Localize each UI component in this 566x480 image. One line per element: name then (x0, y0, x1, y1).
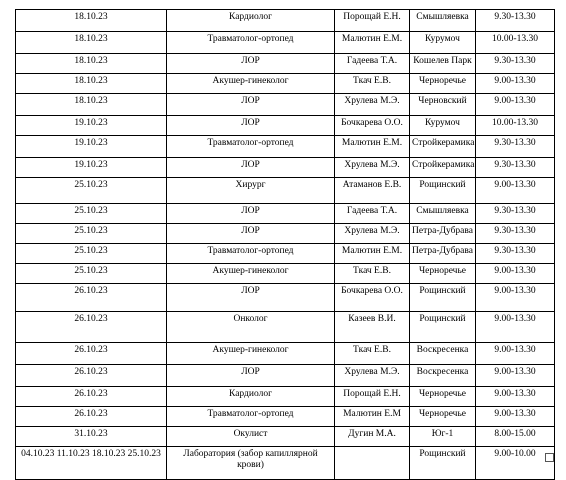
table-row (16, 204, 555, 224)
place-cell: Черновский (410, 94, 476, 116)
table-row (16, 447, 555, 480)
date-cell: 26.10.23 (16, 387, 167, 407)
time-cell: 9.30-13.30 (476, 244, 555, 264)
specialty-cell: Травматолог-ортопед (167, 136, 335, 158)
doctor-cell: Атаманов Е.В. (335, 178, 410, 204)
specialty-cell: Хирург (167, 178, 335, 204)
specialty-cell: ЛОР (167, 224, 335, 244)
date-cell: 19.10.23 (16, 158, 167, 178)
specialty-cell: ЛОР (167, 54, 335, 74)
date-cell: 18.10.23 (16, 74, 167, 94)
place-cell: Черноречье (410, 387, 476, 407)
doctor-cell: Ткач Е.В. (335, 264, 410, 284)
time-cell: 9.30-13.30 (476, 224, 555, 244)
place-cell: Воскресенка (410, 365, 476, 387)
specialty-cell: Акушер-гинеколог (167, 343, 335, 365)
doctor-cell: Порощай Е.Н. (335, 387, 410, 407)
time-cell: 9.00-13.30 (476, 264, 555, 284)
place-cell: Курумоч (410, 32, 476, 54)
time-cell: 9.30-13.30 (476, 136, 555, 158)
doctor-cell: Хрулева М.Э. (335, 224, 410, 244)
table-row (16, 365, 555, 387)
time-cell: 9.00-13.30 (476, 387, 555, 407)
date-cell: 19.10.23 (16, 136, 167, 158)
specialty-cell: Травматолог-ортопед (167, 407, 335, 427)
table-row (16, 284, 555, 312)
time-cell: 9.00-13.30 (476, 178, 555, 204)
place-cell: Рощинский (410, 284, 476, 312)
table-row (16, 264, 555, 284)
doctor-cell: Хрулева М.Э. (335, 365, 410, 387)
date-cell: 25.10.23 (16, 224, 167, 244)
time-cell: 9.00-13.30 (476, 312, 555, 343)
specialty-cell: Кардиолог (167, 387, 335, 407)
place-cell: Петра-Дубрава (410, 244, 476, 264)
place-cell: Курумоч (410, 116, 476, 136)
time-cell: 9.30-13.30 (476, 158, 555, 178)
place-cell: Черноречье (410, 264, 476, 284)
date-cell: 25.10.23 (16, 204, 167, 224)
table-row (16, 407, 555, 427)
doctor-cell: Малютин Е.М (335, 407, 410, 427)
place-cell: Юг-1 (410, 427, 476, 447)
specialty-cell: ЛОР (167, 365, 335, 387)
time-cell: 9.30-13.30 (476, 10, 555, 32)
table-row (16, 312, 555, 343)
time-cell: 9.00-13.30 (476, 343, 555, 365)
table-row (16, 244, 555, 264)
time-cell: 9.00-13.30 (476, 284, 555, 312)
doctor-cell: Малютин Е.М. (335, 136, 410, 158)
date-cell: 25.10.23 (16, 178, 167, 204)
table-resize-handle[interactable] (545, 453, 554, 462)
place-cell: Рощинский (410, 447, 476, 480)
specialty-cell: Лаборатория (забор капиллярной крови) (167, 447, 335, 480)
time-cell: 8.00-15.00 (476, 427, 555, 447)
date-cell: 18.10.23 (16, 54, 167, 74)
doctor-cell: Бочкарева О.О. (335, 284, 410, 312)
place-cell: Кошелев Парк (410, 54, 476, 74)
place-cell: Воскресенка (410, 343, 476, 365)
doctor-cell: Ткач Е.В. (335, 343, 410, 365)
specialty-cell: Акушер-гинеколог (167, 264, 335, 284)
doctor-cell: Порощай Е.Н. (335, 10, 410, 32)
table-row (16, 32, 555, 54)
specialty-cell: ЛОР (167, 158, 335, 178)
specialty-cell: ЛОР (167, 94, 335, 116)
time-cell: 10.00-13.30 (476, 32, 555, 54)
place-cell: Петра-Дубрава (410, 224, 476, 244)
place-cell: Рощинский (410, 312, 476, 343)
doctor-cell: Гадеева Т.А. (335, 54, 410, 74)
place-cell: Стройкерамика (410, 158, 476, 178)
time-cell: 10.00-13.30 (476, 116, 555, 136)
time-cell: 9.00-13.30 (476, 365, 555, 387)
date-cell: 25.10.23 (16, 264, 167, 284)
place-cell: Смышляевка (410, 10, 476, 32)
doctor-cell: Малютин Е.М. (335, 244, 410, 264)
table-row (16, 178, 555, 204)
time-cell: 9.30-13.30 (476, 204, 555, 224)
specialty-cell: Окулист (167, 427, 335, 447)
specialty-cell: Кардиолог (167, 10, 335, 32)
doctor-cell (335, 447, 410, 480)
schedule-table (15, 9, 555, 480)
date-cell: 31.10.23 (16, 427, 167, 447)
specialty-cell: Онколог (167, 312, 335, 343)
table-row (16, 158, 555, 178)
table-row (16, 427, 555, 447)
doctor-cell: Хрулева М.Э. (335, 94, 410, 116)
specialty-cell: ЛОР (167, 284, 335, 312)
table-row (16, 94, 555, 116)
date-cell: 26.10.23 (16, 284, 167, 312)
date-cell: 19.10.23 (16, 116, 167, 136)
specialty-cell: Травматолог-ортопед (167, 244, 335, 264)
date-cell: 26.10.23 (16, 365, 167, 387)
place-cell: Черноречье (410, 407, 476, 427)
specialty-cell: ЛОР (167, 204, 335, 224)
date-cell: 18.10.23 (16, 32, 167, 54)
time-cell: 9.00-10.00 (476, 447, 555, 480)
table-row (16, 343, 555, 365)
date-cell: 18.10.23 (16, 10, 167, 32)
specialty-cell: ЛОР (167, 116, 335, 136)
doctor-cell: Ткач Е.В. (335, 74, 410, 94)
doctor-cell: Бочкарева О.О. (335, 116, 410, 136)
date-cell: 25.10.23 (16, 244, 167, 264)
table-row (16, 74, 555, 94)
doctor-cell: Гадеева Т.А. (335, 204, 410, 224)
place-cell: Рощинский (410, 178, 476, 204)
specialty-cell: Травматолог-ортопед (167, 32, 335, 54)
time-cell: 9.30-13.30 (476, 54, 555, 74)
date-cell: 04.10.23 11.10.23 18.10.23 25.10.23 (16, 447, 167, 480)
place-cell: Стройкерамика (410, 136, 476, 158)
table-row (16, 387, 555, 407)
table-row (16, 54, 555, 74)
time-cell: 9.00-13.30 (476, 94, 555, 116)
date-cell: 18.10.23 (16, 94, 167, 116)
date-cell: 26.10.23 (16, 407, 167, 427)
table-row (16, 136, 555, 158)
time-cell: 9.00-13.30 (476, 407, 555, 427)
date-cell: 26.10.23 (16, 343, 167, 365)
specialty-cell: Акушер-гинеколог (167, 74, 335, 94)
date-cell: 26.10.23 (16, 312, 167, 343)
place-cell: Смышляевка (410, 204, 476, 224)
doctor-cell: Хрулева М.Э. (335, 158, 410, 178)
table-row (16, 10, 555, 32)
place-cell: Черноречье (410, 74, 476, 94)
doctor-cell: Дугин М.А. (335, 427, 410, 447)
time-cell: 9.00-13.30 (476, 74, 555, 94)
table-row (16, 116, 555, 136)
table-row (16, 224, 555, 244)
doctor-cell: Казеев В.И. (335, 312, 410, 343)
doctor-cell: Малютин Е.М. (335, 32, 410, 54)
